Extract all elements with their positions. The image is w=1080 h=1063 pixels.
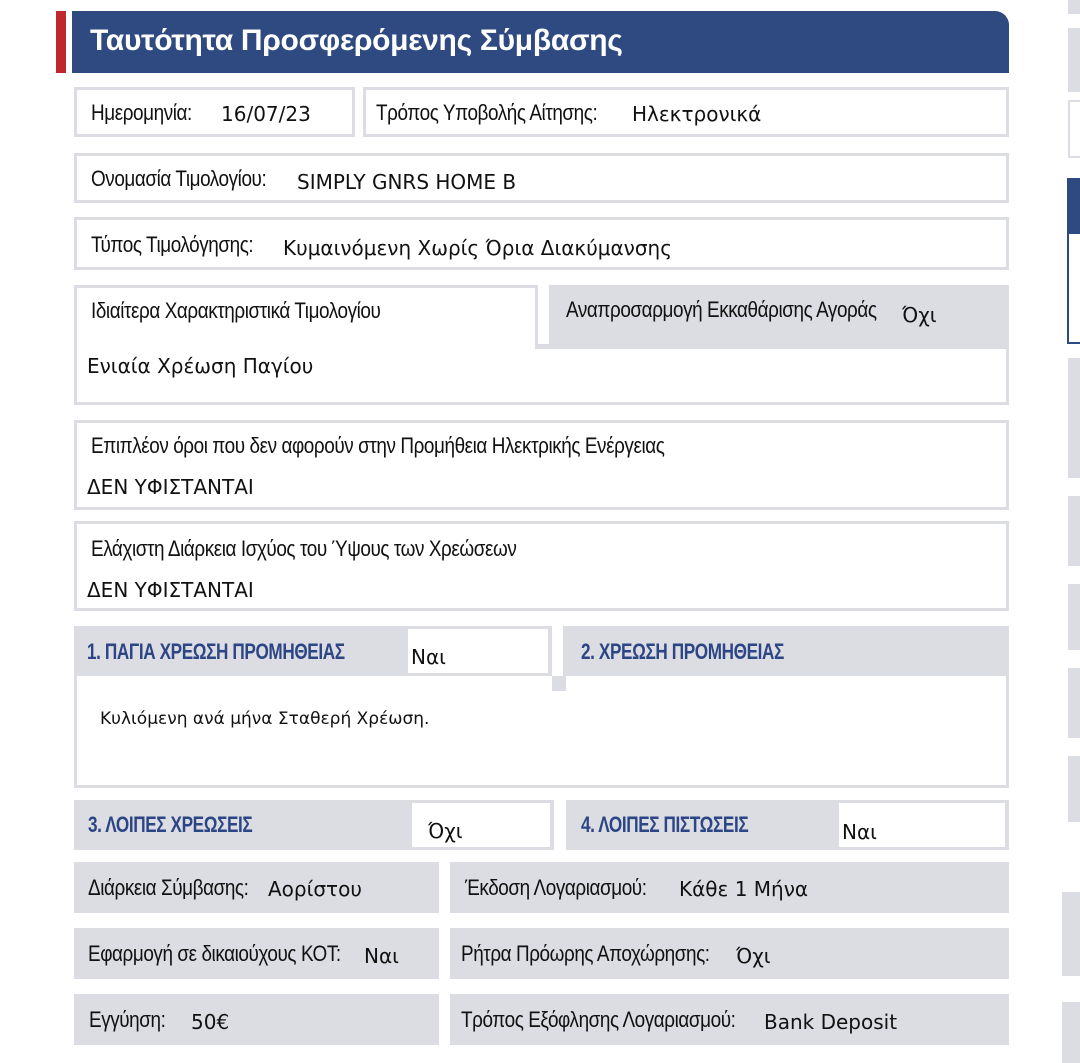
supply-charge-label: 2. ΧΡΕΩΣΗ ΠΡΟΜΗΘΕΙΑΣ	[581, 639, 784, 664]
bill-issue-value: Κάθε 1 Μήνα	[679, 877, 809, 901]
extra-terms-field	[74, 420, 1009, 510]
special-label: Ιδιαίτερα Χαρακτηριστικά Τιμολογίου	[91, 298, 381, 323]
guarantee-field	[74, 994, 439, 1045]
contract-duration-field	[74, 862, 439, 913]
fixed-charge-value: Ναι	[411, 645, 446, 669]
submission-label: Τρόπος Υποβολής Αίτησης:	[376, 100, 598, 125]
header-accent-bar	[56, 11, 66, 73]
contract-duration-label: Διάρκεια Σύμβασης:	[88, 875, 249, 900]
fixed-charge-label: 1. ΠΑΓΙΑ ΧΡΕΩΣΗ ΠΡΟΜΗΘΕΙΑΣ	[87, 639, 345, 664]
market-adjustment-value: Όχι	[902, 303, 937, 327]
payment-method-label: Τρόπος Εξόφλησης Λογαριασμού:	[461, 1007, 736, 1032]
tariff-name-field	[74, 153, 1009, 203]
market-adjustment-frame	[535, 285, 1009, 349]
submission-value: Ηλεκτρονικά	[632, 102, 762, 126]
payment-method-value: Bank Deposit	[764, 1010, 898, 1034]
submission-field	[363, 87, 1009, 137]
supply-charge-header	[563, 626, 1009, 676]
fixed-charge-header	[74, 626, 552, 676]
other-credits-value: Ναι	[842, 820, 877, 844]
date-label: Ημερομηνία:	[91, 100, 192, 125]
early-exit-value: Όχι	[736, 944, 771, 968]
payment-method-field	[450, 994, 1009, 1045]
extra-terms-label: Επιπλέον όροι που δεν αφορούν στην Προμήθεια Ηλεκτρικής Ενέργειας	[91, 433, 665, 458]
min-duration-label: Ελάχιστη Διάρκεια Ισχύος του Ύψους των Χρεώσεων	[91, 536, 517, 561]
bill-issue-label: Έκδοση Λογαριασμού:	[465, 875, 647, 900]
kot-value: Ναι	[364, 944, 399, 968]
tariff-name-value: SIMPLY GNRS HOME B	[297, 170, 517, 194]
guarantee-label: Εγγύηση:	[89, 1007, 166, 1032]
kot-label: Εφαρμογή σε δικαιούχους ΚΟΤ:	[88, 941, 341, 966]
early-exit-field	[450, 928, 1009, 979]
guarantee-value: 50€	[191, 1010, 230, 1034]
other-charges-label: 3. ΛΟΙΠΕΣ ΧΡΕΩΣΕΙΣ	[88, 812, 253, 837]
section-header	[72, 11, 1009, 73]
market-adjustment-label: Αναπροσαρμογή Εκκαθάρισης Αγοράς	[566, 297, 877, 322]
kot-field	[74, 928, 439, 979]
other-credits-header	[566, 800, 1009, 850]
billing-type-field	[74, 217, 1009, 270]
contract-duration-value: Αορίστου	[268, 877, 362, 901]
extra-terms-value: ΔΕΝ ΥΦΙΣΤΑΝΤΑΙ	[87, 475, 254, 499]
fixed-charge-value-box	[408, 629, 548, 673]
bill-issue-field	[450, 862, 1009, 913]
supply-charge-description: Κυλιόμενη ανά μήνα Σταθερή Χρέωση.	[100, 709, 430, 729]
min-duration-value: ΔΕΝ ΥΦΙΣΤΑΝΤΑΙ	[87, 578, 254, 602]
market-adjustment-notch	[538, 285, 552, 347]
page-title: Ταυτότητα Προσφερόμενης Σύμβασης	[90, 24, 623, 57]
min-duration-field	[74, 521, 1009, 611]
billing-type-value: Κυμαινόμενη Χωρίς Όρια Διακύμανσης	[283, 236, 672, 260]
early-exit-label: Ρήτρα Πρόωρης Αποχώρησης:	[461, 941, 710, 966]
other-charges-value: Όχι	[428, 819, 463, 843]
billing-type-label: Τύπος Τιμολόγησης:	[91, 232, 254, 257]
adjacent-page-fragment	[1062, 0, 1080, 1063]
date-value: 16/07/23	[221, 102, 311, 126]
date-field	[74, 87, 355, 137]
supply-charge-description-box	[74, 676, 1009, 788]
other-credits-value-box	[839, 803, 1005, 847]
other-charges-header	[74, 800, 554, 850]
other-charges-value-box	[412, 803, 550, 847]
tariff-name-label: Ονομασία Τιμολογίου:	[91, 166, 267, 191]
special-value: Ενιαία Χρέωση Παγίου	[87, 354, 314, 378]
other-credits-label: 4. ΛΟΙΠΕΣ ΠΙΣΤΩΣΕΙΣ	[581, 812, 749, 837]
market-adjustment-panel	[552, 285, 1009, 337]
